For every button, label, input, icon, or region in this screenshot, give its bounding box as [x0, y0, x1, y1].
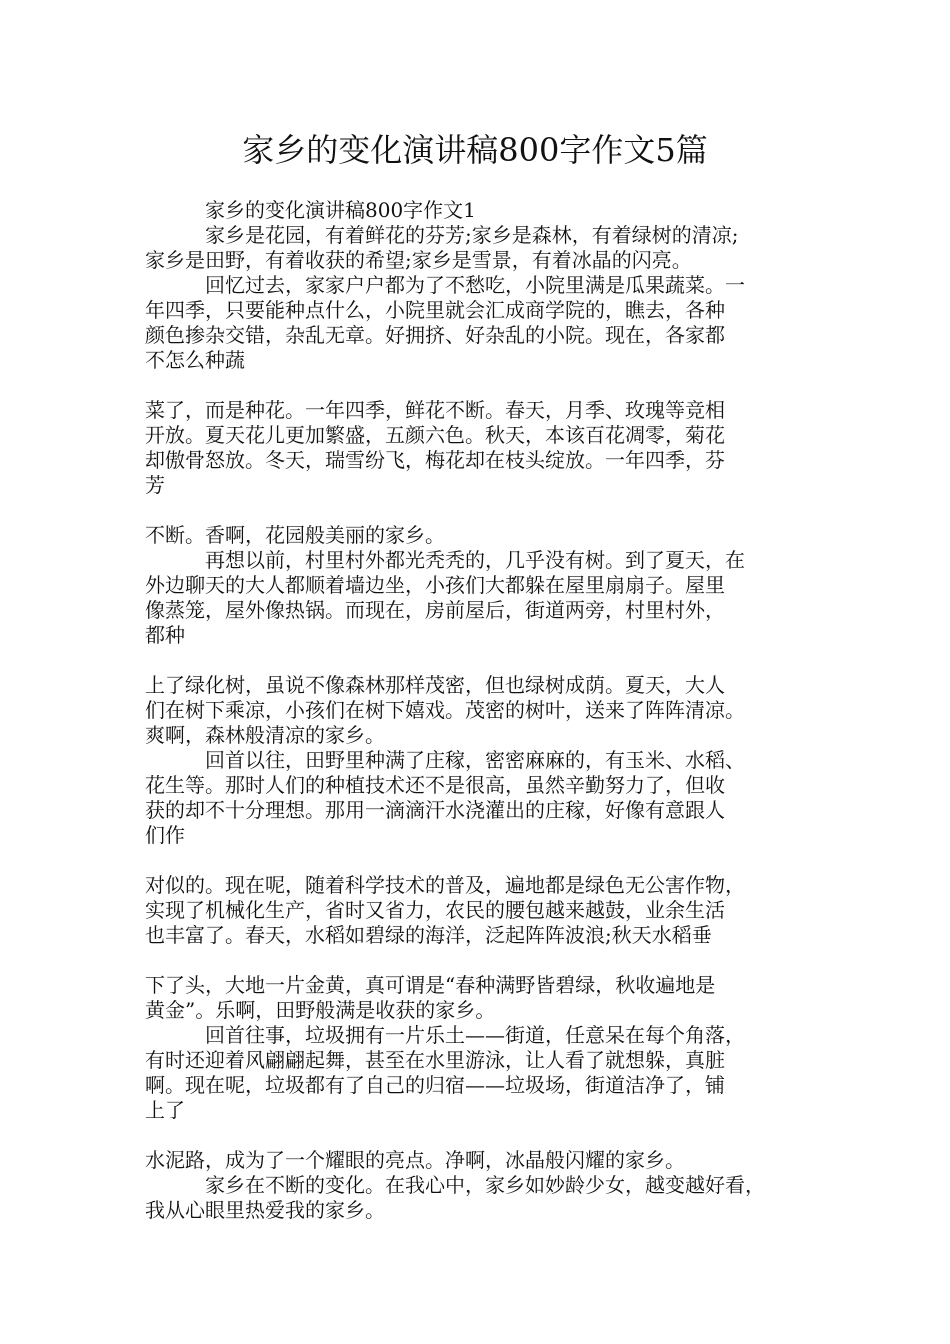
text-line: 黄金”。乐啊，田野般满是收获的家乡。	[145, 998, 496, 1022]
text-line: 对似的。现在呢，随着科学技术的普及，遍地都是绿色无公害作物，	[145, 873, 745, 897]
text-line: 上了	[145, 1098, 185, 1122]
text-line: 家乡的变化演讲稿800字作文1	[145, 198, 476, 222]
text-line: 家乡是田野，有着收获的希望;家乡是雪景，有着冰晶的闪亮。	[145, 248, 692, 272]
text-line: 我从心眼里热爱我的家乡。	[145, 1198, 385, 1222]
text-line: 下了头，大地一片金黄，真可谓是“春种满野皆碧绿，秋收遍地是	[145, 973, 716, 997]
text-line: 们作	[145, 823, 185, 847]
text-line: 回首往事，垃圾拥有一片乐土——街道，任意呆在每个角落，	[145, 1023, 745, 1047]
text-line: 都种	[145, 623, 185, 647]
text-line: 却傲骨怒放。冬天，瑞雪纷飞，梅花却在枝头绽放。一年四季，芬	[145, 448, 725, 472]
text-line: 回首以往，田野里种满了庄稼，密密麻麻的，有玉米、水稻、	[145, 748, 745, 772]
text-line: 获的却不十分理想。那用一滴滴汗水浇灌出的庄稼，好像有意跟人	[145, 798, 725, 822]
text-line: 上了绿化树，虽说不像森林那样茂密，但也绿树成荫。夏天，大人	[145, 673, 725, 697]
text-line: 爽啊，森林般清凉的家乡。	[145, 723, 385, 747]
text-line: 年四季，只要能种点什么，小院里就会汇成商学院的，瞧去，各种	[145, 298, 725, 322]
text-line: 芳	[145, 473, 165, 497]
text-line: 回忆过去，家家户户都为了不愁吃，小院里满是瓜果蔬菜。一	[145, 273, 745, 297]
text-line: 家乡是花园，有着鲜花的芬芳;家乡是森林，有着绿树的清凉;	[145, 223, 739, 247]
text-line: 颜色掺杂交错，杂乱无章。好拥挤、好杂乱的小院。现在，各家都	[145, 323, 725, 347]
text-line: 不怎么种蔬	[145, 348, 245, 372]
text-line: 像蒸笼，屋外像热锅。而现在，房前屋后，街道两旁，村里村外，	[145, 598, 725, 622]
text-line: 再想以前，村里村外都光秃秃的，几乎没有树。到了夏天，在	[145, 548, 745, 572]
text-line: 菜了，而是种花。一年四季，鲜花不断。春天，月季、玫瑰等竞相	[145, 398, 725, 422]
text-line: 实现了机械化生产，省时又省力，农民的腰包越来越鼓，业余生活	[145, 898, 725, 922]
text-line: 有时还迎着风翩翩起舞，甚至在水里游泳，让人看了就想躲，真脏	[145, 1048, 725, 1072]
text-line: 也丰富了。春天，水稻如碧绿的海洋，泛起阵阵波浪;秋天水稻垂	[145, 923, 712, 947]
text-line: 不断。香啊，花园般美丽的家乡。	[145, 523, 445, 547]
text-line: 们在树下乘凉，小孩们在树下嬉戏。茂密的树叶，送来了阵阵清凉。	[145, 698, 745, 722]
text-line: 开放。夏天花儿更加繁盛，五颜六色。秋天，本该百花凋零，菊花	[145, 423, 725, 447]
text-line: 花生等。那时人们的种植技术还不是很高，虽然辛勤努力了，但收	[145, 773, 725, 797]
text-line: 啊。现在呢，垃圾都有了自己的归宿——垃圾场，街道洁净了，铺	[145, 1073, 725, 1097]
document-title: 家乡的变化演讲稿800字作文5篇	[242, 131, 708, 169]
text-line: 家乡在不断的变化。在我心中，家乡如妙龄少女，越变越好看，	[145, 1173, 765, 1197]
text-line: 水泥路，成为了一个耀眼的亮点。净啊，冰晶般闪耀的家乡。	[145, 1148, 685, 1172]
text-line: 外边聊天的大人都顺着墙边坐，小孩们大都躲在屋里扇扇子。屋里	[145, 573, 725, 597]
